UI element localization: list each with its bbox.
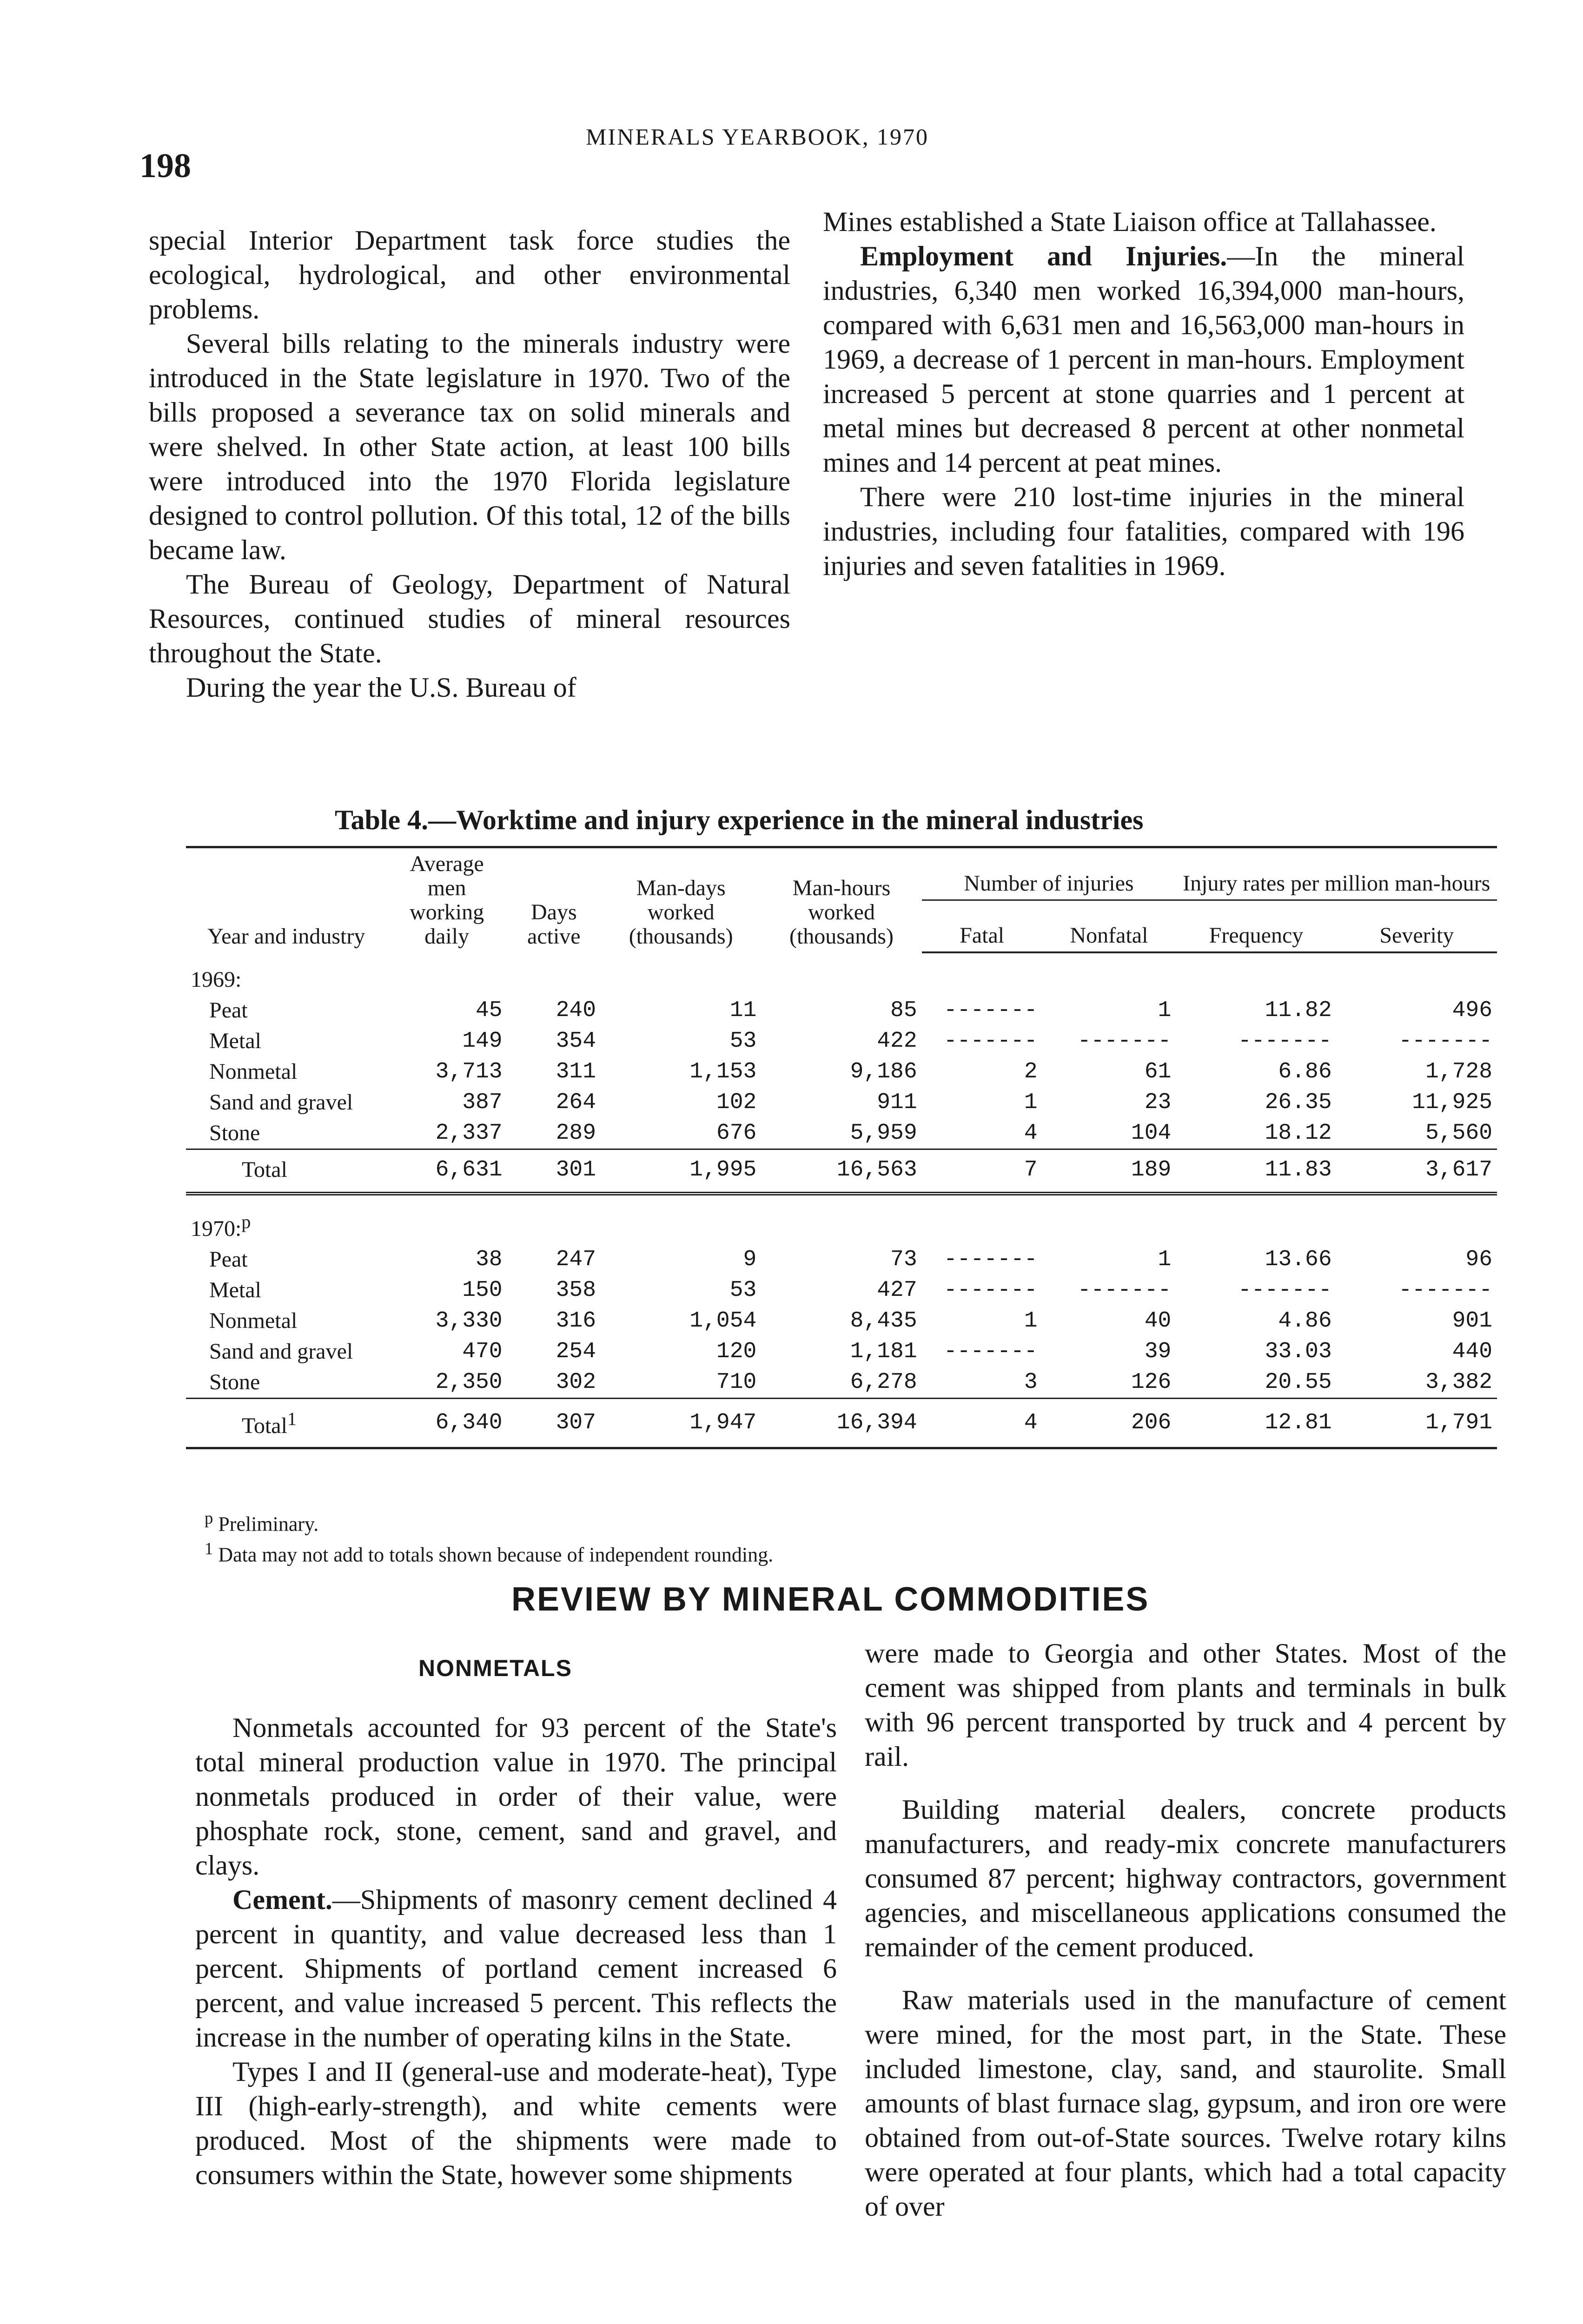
cell-fatal: 7 bbox=[922, 1149, 1042, 1190]
row-label: Peat bbox=[209, 998, 248, 1023]
table-title: Table 4.—Worktime and injury experience in the mineral industries bbox=[335, 805, 1144, 835]
cell-fatal: 4 bbox=[922, 1399, 1042, 1446]
cell-man-hours: 73 bbox=[890, 1247, 917, 1272]
cell-man-hours: 16,563 bbox=[761, 1149, 921, 1190]
col-header-nonfatal: Nonfatal bbox=[1042, 900, 1176, 952]
lower-left-column bbox=[195, 1710, 837, 2192]
cell-man-hours: 9,186 bbox=[850, 1059, 917, 1084]
cell-men: 3,713 bbox=[435, 1059, 503, 1084]
cell-men: 2,350 bbox=[435, 1370, 503, 1395]
row-label: Total bbox=[186, 1149, 387, 1190]
cell-nonfatal: 104 bbox=[1131, 1121, 1172, 1146]
paragraph-text: —Shipments of masonry cement declined 4 percent in quantity, and value decreased less than 1 percent. Shipments of portland cement increased 6 percent, and value increased 5 percent. This reflects the increase in the number of operating kilns in the State. bbox=[195, 1884, 837, 2053]
paragraph: There were 210 lost-time injuries in the mineral industries, including four fatalities, compared with 196 injuries and seven fatalities in 1969. bbox=[823, 482, 1464, 581]
table-row bbox=[186, 1367, 1497, 1399]
cell-fatal: 1 bbox=[1024, 1308, 1038, 1334]
paragraph: were made to Georgia and other States. Most of the cement was shipped from plants and terminals in bulk with 96 percent transported by truck and 4 percent by rail. bbox=[865, 1638, 1506, 1772]
cell-severity: ------- bbox=[1398, 1029, 1492, 1054]
total-row bbox=[186, 1149, 1497, 1190]
cell-man-days: 676 bbox=[716, 1121, 757, 1146]
total-label: Total bbox=[242, 1413, 287, 1438]
cell-severity: ------- bbox=[1398, 1278, 1492, 1303]
table-row bbox=[186, 1244, 1497, 1275]
cell-nonfatal: 126 bbox=[1131, 1370, 1172, 1395]
row-label: Metal bbox=[209, 1278, 261, 1302]
row-label: Sand and gravel bbox=[209, 1090, 353, 1115]
cell-fatal: ------- bbox=[943, 1278, 1038, 1303]
run-in-heading: Employment and Injuries. bbox=[860, 241, 1227, 271]
page-number: 198 bbox=[139, 147, 191, 185]
col-header-days-active: Days active bbox=[507, 847, 601, 953]
col-header-number-of-injuries: Number of injuries bbox=[922, 847, 1176, 900]
row-label: Peat bbox=[209, 1247, 248, 1272]
cell-men: 6,340 bbox=[387, 1399, 507, 1446]
running-title: MINERALS YEARBOOK, 1970 bbox=[586, 124, 929, 150]
cell-man-days: 102 bbox=[716, 1090, 757, 1115]
cell-men: 38 bbox=[476, 1247, 503, 1272]
cell-man-days: 11 bbox=[729, 998, 757, 1023]
paragraph: special Interior Department task force studies the ecological, hydrological, and other environmental problems. bbox=[149, 225, 790, 324]
cell-frequency: 33.03 bbox=[1265, 1339, 1332, 1364]
cell-frequency: 12.81 bbox=[1176, 1399, 1336, 1446]
cell-men: 470 bbox=[462, 1339, 503, 1364]
row-label bbox=[186, 1399, 387, 1446]
paragraph: Mines established a State Liaison office at Tallahassee. bbox=[823, 206, 1437, 237]
cell-frequency: 20.55 bbox=[1265, 1370, 1332, 1395]
cell-fatal: ------- bbox=[943, 1029, 1038, 1054]
table-row bbox=[186, 995, 1497, 1026]
footnote-mark: p bbox=[205, 1508, 213, 1527]
paragraph: Building material dealers, concrete products manufacturers, and ready-mix concrete manufacturers consumed 87 percent; highway contractors, government agencies, and miscellaneous applications consumed the remainder of the cement produced. bbox=[865, 1794, 1506, 1962]
preliminary-mark: p bbox=[241, 1211, 251, 1232]
cell-nonfatal: 189 bbox=[1042, 1149, 1176, 1190]
col-header-severity: Severity bbox=[1337, 900, 1497, 952]
paragraph: Types I and II (general-use and moderate-heat), Type III (high-early-strength), and white cements were produced. Most of the shipments were made to consumers within the State, however some shipments bbox=[195, 2056, 837, 2190]
cell-frequency: 26.35 bbox=[1265, 1090, 1332, 1115]
paragraph: Raw materials used in the manufacture of cement were mined, for the most part, in the State. These included limestone, clay, sand, and staurolite. Small amounts of blast furnace slag, gypsum, and iron ore were obtained from out-of-State sources. Twelve rotary kilns were operated at four plants, which had a total capacity of over bbox=[865, 1985, 1506, 2222]
cell-nonfatal: 206 bbox=[1042, 1399, 1176, 1446]
year-label-1970 bbox=[186, 1194, 1497, 1244]
cell-frequency: 4.86 bbox=[1278, 1308, 1332, 1334]
cell-days: 247 bbox=[556, 1247, 596, 1272]
cell-men: 149 bbox=[462, 1029, 503, 1054]
subsection-title: NONMETALS bbox=[418, 1655, 572, 1681]
footnote-mark: 1 bbox=[287, 1408, 297, 1429]
cell-days: 316 bbox=[556, 1308, 596, 1334]
paragraph bbox=[823, 239, 1464, 480]
cell-man-hours: 422 bbox=[877, 1029, 917, 1054]
table-row bbox=[186, 1056, 1497, 1087]
cell-nonfatal: ------- bbox=[1077, 1029, 1172, 1054]
cell-fatal: ------- bbox=[943, 998, 1038, 1023]
cell-fatal: ------- bbox=[943, 1247, 1038, 1272]
row-label: Metal bbox=[209, 1029, 261, 1053]
cell-frequency: 18.12 bbox=[1265, 1121, 1332, 1146]
worktime-table bbox=[186, 846, 1497, 1449]
section-title: REVIEW BY MINERAL COMMODITIES bbox=[511, 1581, 1150, 1618]
cell-nonfatal: 40 bbox=[1144, 1308, 1172, 1334]
cell-days: 254 bbox=[556, 1339, 596, 1364]
footnote-mark: 1 bbox=[205, 1538, 213, 1558]
cell-man-hours: 911 bbox=[877, 1090, 917, 1115]
cell-man-hours: 427 bbox=[877, 1278, 917, 1303]
row-label: Nonmetal bbox=[209, 1059, 298, 1084]
cell-severity: 440 bbox=[1452, 1339, 1492, 1364]
total-row bbox=[186, 1399, 1497, 1446]
cell-severity: 5,560 bbox=[1425, 1121, 1492, 1146]
cell-man-days: 53 bbox=[729, 1278, 757, 1303]
paragraph: Nonmetals accounted for 93 percent of the State's total mineral production value in 1970. The principal nonmetals produced in order of their value, were phosphate rock, stone, cement, sand and gravel, and clays. bbox=[195, 1712, 837, 1881]
cell-fatal: 2 bbox=[1024, 1059, 1038, 1084]
col-header-avg-men: Average men working daily bbox=[387, 847, 507, 953]
cell-frequency: 13.66 bbox=[1265, 1247, 1332, 1272]
cell-days: 307 bbox=[507, 1399, 601, 1446]
cell-nonfatal: 39 bbox=[1144, 1339, 1172, 1364]
cell-man-hours: 16,394 bbox=[761, 1399, 921, 1446]
cell-severity: 901 bbox=[1452, 1308, 1492, 1334]
cell-severity: 1,791 bbox=[1337, 1399, 1497, 1446]
cell-men: 6,631 bbox=[387, 1149, 507, 1190]
cell-days: 302 bbox=[556, 1370, 596, 1395]
cell-days: 301 bbox=[507, 1149, 601, 1190]
year-label-text: 1970: bbox=[191, 1216, 242, 1241]
cell-man-days: 1,054 bbox=[689, 1308, 757, 1334]
cell-fatal: ------- bbox=[943, 1339, 1038, 1364]
table-footnotes bbox=[205, 1506, 773, 1567]
paragraph-text: —In the mineral industries, 6,340 men worked 16,394,000 man-hours, compared with 6,631 men and 16,563,000 man-hours in 1969, a decrease of 1 percent in man-hours. Employment increased 5 percent at stone quarries and 1 percent at metal mines but decreased 8 percent at other nonmetal mines and 14 percent at peat mines. bbox=[823, 241, 1464, 478]
cell-nonfatal: 23 bbox=[1144, 1090, 1172, 1115]
cell-nonfatal: 1 bbox=[1158, 998, 1172, 1023]
col-header-frequency: Frequency bbox=[1176, 900, 1336, 952]
col-header-year-industry: Year and industry bbox=[186, 847, 387, 953]
cell-man-hours: 85 bbox=[890, 998, 917, 1023]
row-label: Stone bbox=[209, 1121, 260, 1145]
cell-severity: 3,617 bbox=[1337, 1149, 1497, 1190]
paragraph: The Bureau of Geology, Department of Natural Resources, continued studies of mineral resources throughout the State. bbox=[149, 569, 790, 668]
cell-men: 3,330 bbox=[435, 1308, 503, 1334]
cell-severity: 96 bbox=[1465, 1247, 1492, 1272]
cell-frequency: ------- bbox=[1238, 1029, 1332, 1054]
cell-days: 354 bbox=[556, 1029, 596, 1054]
cell-man-hours: 8,435 bbox=[850, 1308, 917, 1334]
cell-fatal: 3 bbox=[1024, 1370, 1038, 1395]
cell-man-days: 710 bbox=[716, 1370, 757, 1395]
cell-severity: 1,728 bbox=[1425, 1059, 1492, 1084]
cell-man-hours: 5,959 bbox=[850, 1121, 917, 1146]
row-label: Stone bbox=[209, 1370, 260, 1394]
cell-nonfatal: 1 bbox=[1158, 1247, 1172, 1272]
col-header-fatal: Fatal bbox=[922, 900, 1042, 952]
cell-days: 264 bbox=[556, 1090, 596, 1115]
cell-fatal: 4 bbox=[1024, 1121, 1038, 1146]
cell-men: 2,337 bbox=[435, 1121, 503, 1146]
footnote bbox=[205, 1537, 773, 1567]
table-row bbox=[186, 1275, 1497, 1306]
cell-men: 387 bbox=[462, 1090, 503, 1115]
cell-severity: 11,925 bbox=[1412, 1090, 1492, 1115]
cell-man-hours: 6,278 bbox=[850, 1370, 917, 1395]
run-in-heading: Cement. bbox=[232, 1884, 332, 1915]
cell-days: 358 bbox=[556, 1278, 596, 1303]
cell-frequency: 6.86 bbox=[1278, 1059, 1332, 1084]
year-label-1969: 1969: bbox=[191, 967, 242, 992]
cell-severity: 3,382 bbox=[1425, 1370, 1492, 1395]
cell-frequency: 11.82 bbox=[1265, 998, 1332, 1023]
paragraph: During the year the U.S. Bureau of bbox=[186, 672, 576, 703]
footnote-text: Data may not add to totals shown because of independent rounding. bbox=[218, 1543, 774, 1566]
cell-man-days: 1,947 bbox=[601, 1399, 761, 1446]
table-row bbox=[186, 1026, 1497, 1056]
cell-man-hours: 1,181 bbox=[850, 1339, 917, 1364]
cell-days: 311 bbox=[556, 1059, 596, 1084]
cell-men: 150 bbox=[462, 1278, 503, 1303]
row-label: Nonmetal bbox=[209, 1308, 298, 1333]
col-header-man-hours: Man-hours worked (thousands) bbox=[761, 847, 921, 953]
upper-right-column bbox=[823, 205, 1464, 583]
cell-nonfatal: 61 bbox=[1144, 1059, 1172, 1084]
cell-men: 45 bbox=[476, 998, 503, 1023]
cell-nonfatal: ------- bbox=[1077, 1278, 1172, 1303]
cell-man-days: 1,153 bbox=[689, 1059, 757, 1084]
cell-man-days: 1,995 bbox=[601, 1149, 761, 1190]
cell-frequency: ------- bbox=[1238, 1278, 1332, 1303]
footnote-text: Preliminary. bbox=[218, 1512, 319, 1536]
cell-severity: 496 bbox=[1452, 998, 1492, 1023]
cell-man-days: 53 bbox=[729, 1029, 757, 1054]
cell-frequency: 11.83 bbox=[1176, 1149, 1336, 1190]
upper-left-column bbox=[149, 223, 790, 705]
cell-man-days: 120 bbox=[716, 1339, 757, 1364]
table-row bbox=[186, 1087, 1497, 1118]
row-label: Sand and gravel bbox=[209, 1339, 353, 1364]
table-row bbox=[186, 1336, 1497, 1367]
paragraph bbox=[195, 1882, 837, 2054]
table-row bbox=[186, 1306, 1497, 1336]
cell-days: 240 bbox=[556, 998, 596, 1023]
col-header-man-days: Man-days worked (thousands) bbox=[601, 847, 761, 953]
cell-days: 289 bbox=[556, 1121, 596, 1146]
table-row bbox=[186, 1118, 1497, 1149]
cell-man-days: 9 bbox=[743, 1247, 757, 1272]
lower-right-column bbox=[865, 1636, 1506, 2224]
cell-fatal: 1 bbox=[1024, 1090, 1038, 1115]
col-header-injury-rates: Injury rates per million man-hours bbox=[1176, 847, 1497, 900]
footnote bbox=[205, 1506, 773, 1537]
paragraph: Several bills relating to the minerals industry were introduced in the State legislature in 1970. Two of the bills proposed a severance tax on solid minerals and were shelved. In other State action, at least 100 bills were introduced into the 1970 Florida legislature designed to control pollution. Of this total, 12 of the bills became law. bbox=[149, 328, 790, 565]
